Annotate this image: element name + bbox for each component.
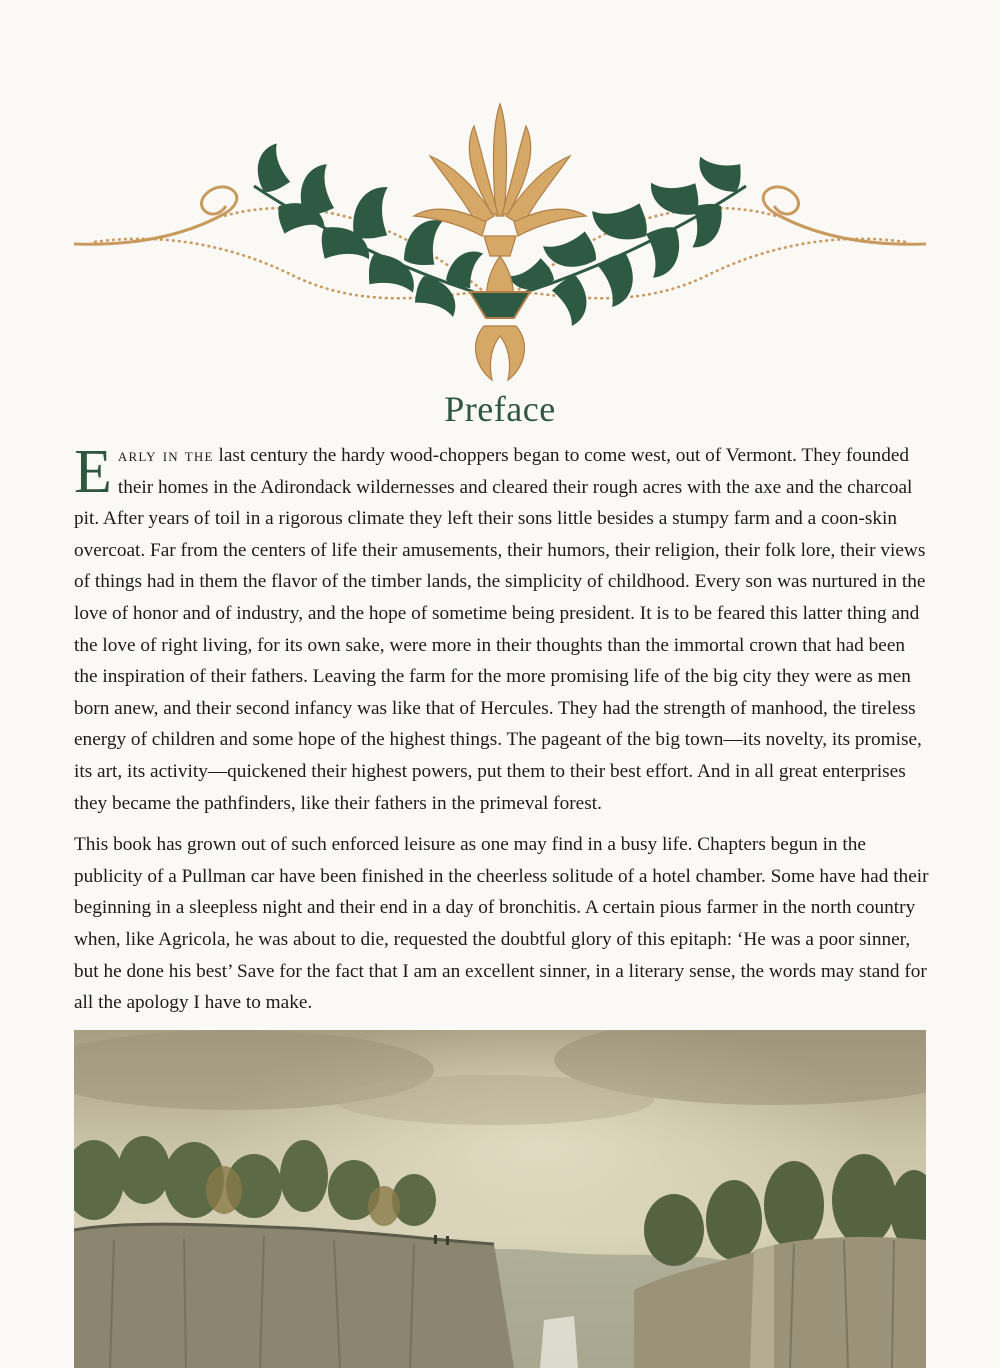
- paragraph-2: This book has grown out of such enforced leisure as one may find in a busy life. Chapters begun in the publicity of a Pullman car have been finished in the cheerless solitude of a hotel chamber. Some have had their beginning in a sleepless night and their end in a day of bronchitis. A certain pious farmer in the north country when, like Agricola, he was about to die, requested the doubtful glory of this epitaph: ‘He was a poor sinner, but he done his best’ Save for the fact that I am an excellent sinner, in a literary sense, the words may stand for all the apology I have to make.: [74, 834, 929, 1014]
- landscape-painting-icon: [74, 1030, 926, 1368]
- page-title: Preface: [444, 389, 556, 429]
- paragraph-1-text: last century the hardy wood-choppers began to come west, out of Vermont. They founded their homes in the Adirondack wildernesses and cleared their rough acres with the axe and the charcoal pit. After years of toil in a rigorous climate they left their sons little besides a stumpy farm and a coon-skin overcoat. Far from the centers of life their amusements, their humors, their religion, their folk lore, their views of things had in them the flavor of the timber lands, the simplicity of childhood. Every son was nurtured in the love of honor and of industry, and the hope of sometime being president. It is to be feared this latter thing and the love of right living, for its own sake, were more in their thoughts than the immortal crown that had been the inspiration of their fathers. Leaving the farm for the more promising life of the big city they were as men born anew, and their second infancy was like that of Hercules. They had the strength of manhood, the tireless energy of children and some hope of the highest things. The pageant of the big town—its novelty, its promise, its art, its activity—quickened their highest powers, put them to their best effort. And in all great enterprises they became the pathfinders, like their fathers in the primeval forest.: [74, 445, 926, 814]
- preface-body: [74, 440, 930, 1029]
- ornament-header-icon: [74, 96, 926, 388]
- paragraph-1: [74, 440, 930, 819]
- small-caps-lead: arly in the: [117, 445, 214, 466]
- drop-cap: E: [74, 438, 112, 506]
